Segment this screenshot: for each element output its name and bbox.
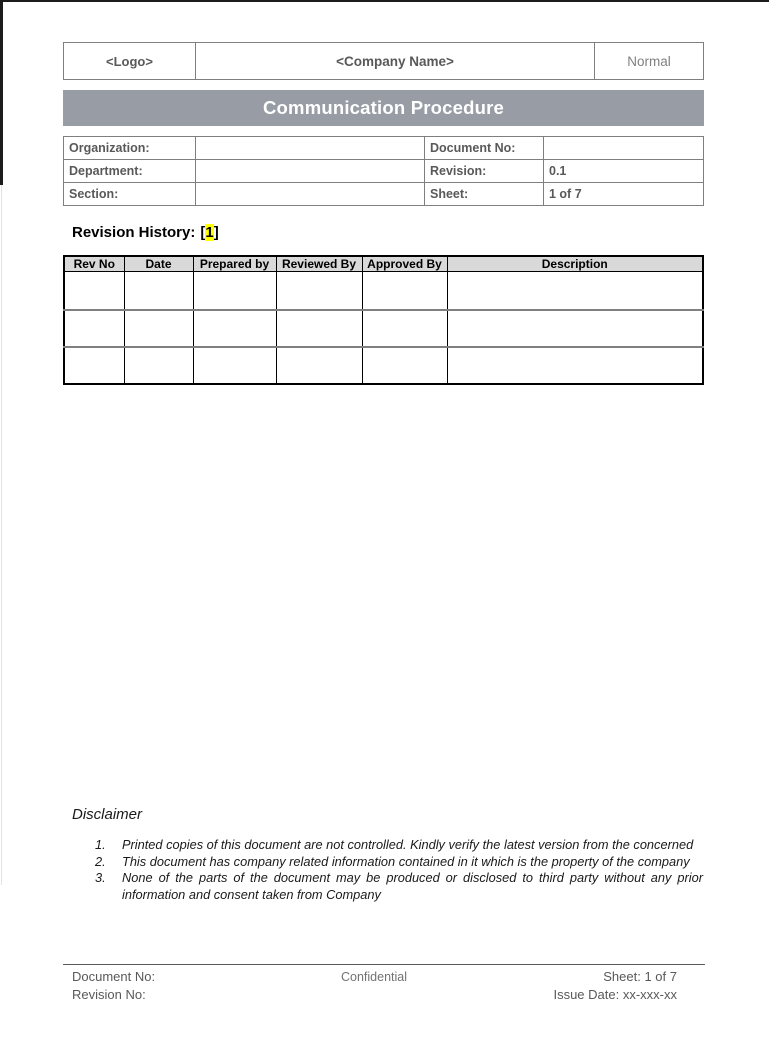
- reference-bracket-open: [: [200, 224, 206, 241]
- column-header-approved-by: Approved By: [362, 256, 447, 272]
- column-header-rev-no: Rev No: [64, 256, 124, 272]
- section-value: [196, 183, 425, 206]
- revision-history-cell: [64, 347, 124, 384]
- footer-sheet-value: Sheet: 1 of 7: [603, 969, 677, 984]
- revision-history-cell: [276, 310, 362, 347]
- footer-issue-date-value: Issue Date: xx-xxx-xx: [553, 987, 677, 1002]
- revision-history-cell: [193, 347, 276, 384]
- sheet-value: 1 of 7: [544, 183, 704, 206]
- list-item-number: 1.: [95, 837, 106, 852]
- footer-revision-no-label: Revision No:: [72, 987, 146, 1002]
- revision-history-row: [64, 347, 703, 384]
- revision-history-cell: [64, 310, 124, 347]
- revision-history-cell: [124, 310, 193, 347]
- revision-history-cell: [447, 310, 703, 347]
- disclaimer-section: [63, 806, 703, 903]
- disclaimer-list: [63, 837, 703, 903]
- revision-history-cell: [64, 272, 124, 310]
- revision-history-cell: [362, 347, 447, 384]
- document-no-value: [544, 137, 704, 160]
- revision-history-cell: [447, 347, 703, 384]
- revision-history-cell: [193, 272, 276, 310]
- company-name-placeholder: <Company Name>: [196, 43, 595, 79]
- revision-history-cell: [124, 347, 193, 384]
- section-label: Section:: [64, 183, 196, 206]
- sheet-label: Sheet:: [425, 183, 544, 206]
- column-header-reviewed-by: Reviewed By: [276, 256, 362, 272]
- column-header-date: Date: [124, 256, 193, 272]
- list-item-text: Printed copies of this document are not controlled. Kindly verify the latest version from the concerned: [122, 837, 694, 852]
- revision-history-cell: [276, 347, 362, 384]
- disclaimer-item: [63, 837, 703, 854]
- document-no-label: Document No:: [425, 137, 544, 160]
- revision-value: 0.1: [544, 160, 704, 183]
- info-row-organization: [64, 137, 704, 160]
- revision-history-row: [64, 272, 703, 310]
- column-header-prepared-by: Prepared by: [193, 256, 276, 272]
- footer-confidential-label: Confidential: [340, 970, 407, 984]
- footer-document-no-label: Document No:: [72, 969, 156, 984]
- reference-number-highlighted: 1: [205, 224, 214, 241]
- revision-label: Revision:: [425, 160, 544, 183]
- column-header-description: Description: [447, 256, 703, 272]
- list-item-text: This document has company related information contained in it which is the property of the company: [122, 853, 690, 869]
- list-item-number: 3.: [95, 870, 106, 885]
- disclaimer-item: [63, 870, 703, 903]
- info-row-section: [64, 183, 704, 206]
- revision-history-cell: [193, 310, 276, 347]
- revision-history-cell: [447, 272, 703, 310]
- revision-history-cell: [362, 272, 447, 310]
- page-edge-left-faint: [1, 185, 2, 885]
- organization-label: Organization:: [64, 137, 196, 160]
- document-title-banner: [63, 90, 704, 126]
- revision-history-row: [64, 310, 703, 347]
- revision-history-cell: [124, 272, 193, 310]
- page-edge-top: [0, 0, 769, 2]
- revision-history-body: [64, 272, 703, 384]
- revision-history-cell: [362, 310, 447, 347]
- document-title: Communication Procedure: [262, 97, 505, 118]
- organization-value: [196, 137, 425, 160]
- revision-history-header-row: [64, 256, 703, 272]
- document-header-table: [63, 42, 704, 80]
- list-item-text: None of the parts of the document may be produced or disclosed to third party without any prior information and consent taken from Company: [122, 870, 703, 902]
- revision-history-title: Revision History:: [72, 224, 196, 241]
- reference-bracket-close: ]: [213, 224, 219, 241]
- page-edge-left: [0, 0, 3, 185]
- page-footer: [63, 964, 705, 1004]
- revision-history-heading: [72, 224, 219, 241]
- disclaimer-item: [63, 854, 703, 871]
- document-status-label: Normal: [627, 53, 671, 69]
- document-info-table: [63, 136, 704, 206]
- logo-placeholder: <Logo>: [64, 43, 196, 79]
- revision-history-cell: [276, 272, 362, 310]
- department-value: [196, 160, 425, 183]
- info-row-department: [64, 160, 704, 183]
- list-item-number: 2.: [95, 853, 106, 869]
- revision-history-table: [63, 255, 704, 385]
- disclaimer-heading: Disclaimer: [72, 806, 143, 823]
- department-label: Department:: [64, 160, 196, 183]
